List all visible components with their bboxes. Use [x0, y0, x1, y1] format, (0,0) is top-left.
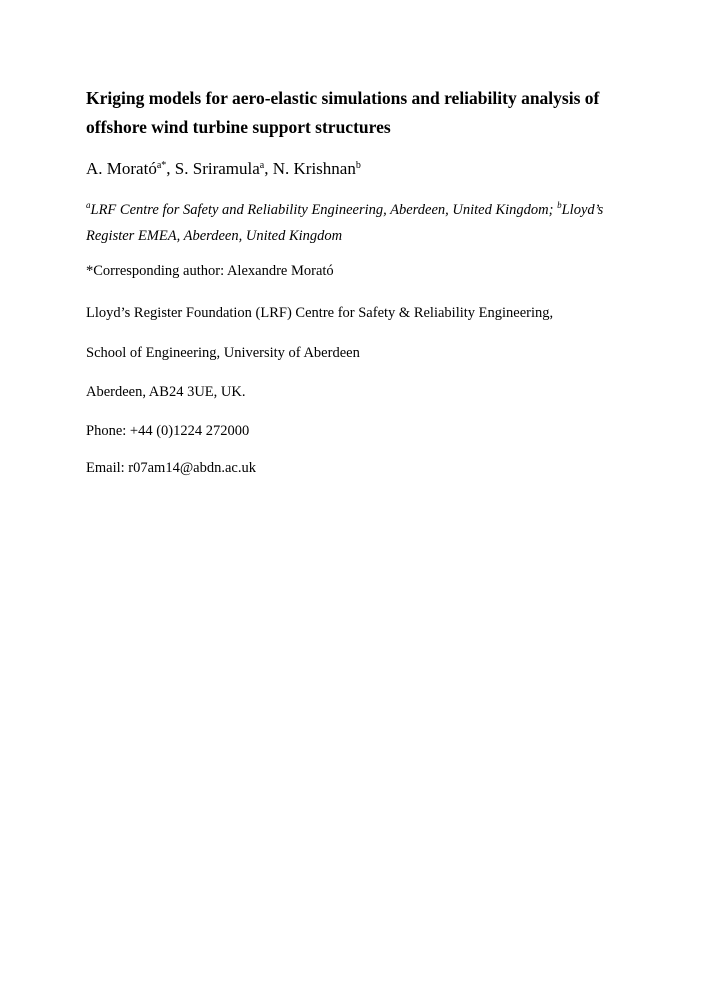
- corresponding-school: School of Engineering, University of Aberdeen: [86, 345, 360, 361]
- corresponding-address: Aberdeen, AB24 3UE, UK.: [86, 384, 246, 400]
- author-separator: ,: [166, 159, 175, 178]
- affiliation-mark: b: [557, 200, 562, 210]
- author-name: A. Morató: [86, 159, 157, 178]
- author-affiliation-mark: b: [355, 160, 361, 171]
- corresponding-phone: Phone: +44 (0)1224 272000: [86, 423, 250, 439]
- author-separator: ,: [264, 159, 273, 178]
- affiliation-mark: a: [86, 200, 91, 210]
- affiliation-text: Lloyd’s Register EMEA, Aberdeen, United Kingdom: [86, 202, 604, 244]
- author-list: [86, 158, 361, 180]
- corresponding-author: *Corresponding author: Alexandre Morató: [86, 263, 334, 279]
- author-affiliation-mark: a: [259, 160, 265, 171]
- affiliation-text: LRF Centre for Safety and Reliability Engineering, Aberdeen, United Kingdom;: [90, 202, 558, 218]
- affiliations: [86, 197, 646, 249]
- corresponding-institution: Lloyd’s Register Foundation (LRF) Centre for Safety & Reliability Engineering,: [86, 305, 554, 321]
- author-name: N. Krishnan: [272, 159, 356, 178]
- corresponding-email: Email: r07am14@abdn.ac.uk: [86, 460, 256, 476]
- author-name: S. Sriramula: [174, 159, 260, 178]
- paper-title: Kriging models for aero-elastic simulations and reliability analysis of offshore wind turbine support structures: [86, 88, 600, 137]
- author-affiliation-mark: a*: [156, 160, 167, 171]
